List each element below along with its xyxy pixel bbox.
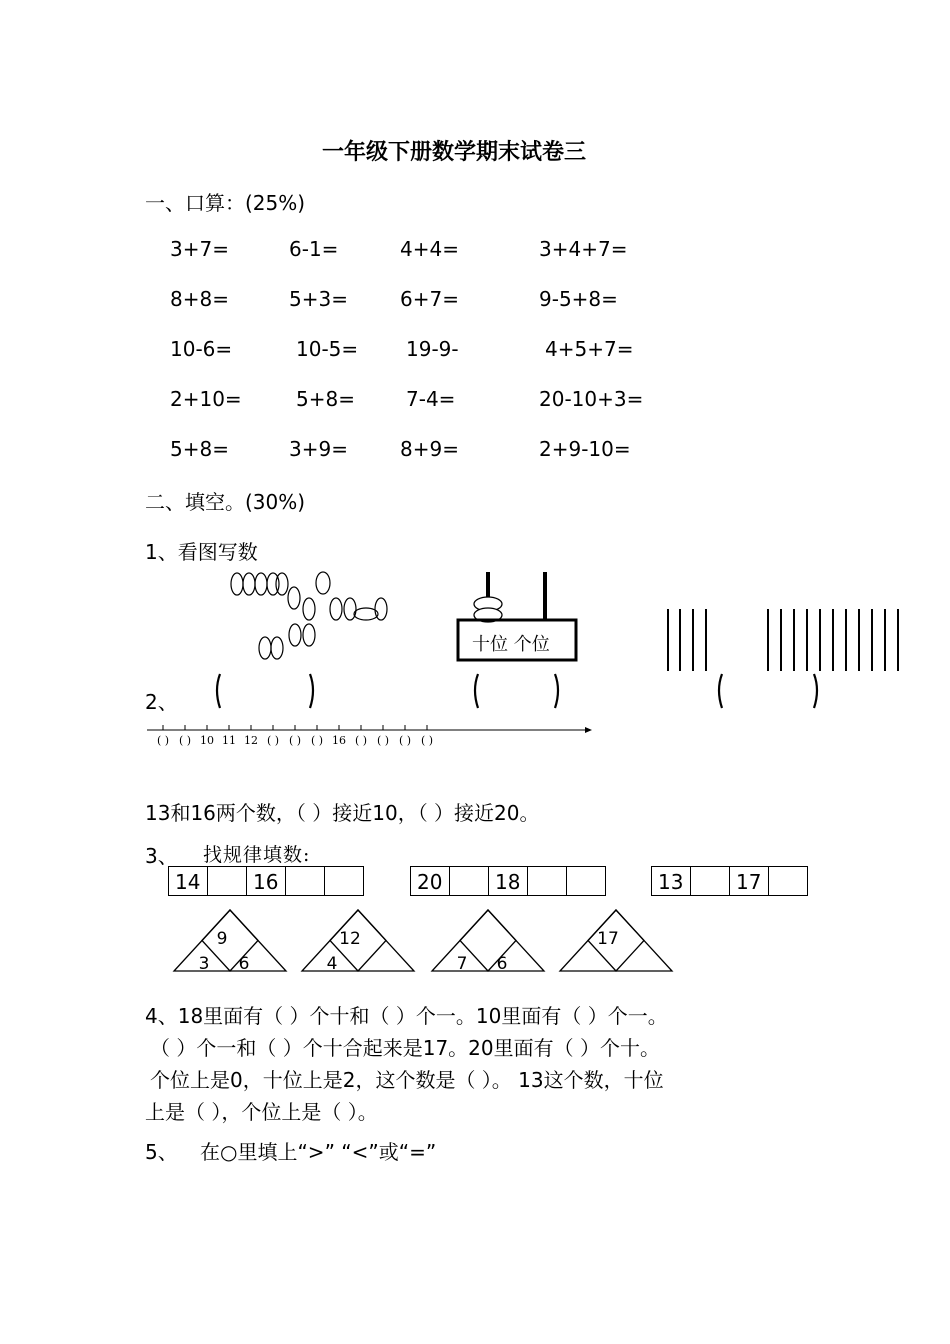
calc-item: 3+7= [170,237,229,261]
calc-item: 3+9= [289,437,348,461]
numberline-label: ( ) [178,734,192,747]
numberline-label: 11 [222,734,236,747]
numberline-label: ( ) [310,734,324,747]
number-triangle [430,908,550,976]
sequence-cell[interactable] [566,866,606,896]
q3-text: 找规律填数: [203,844,311,866]
numberline-label: 16 [332,734,346,747]
sequence-cell: 16 [246,866,286,896]
sequence-row-3 [651,866,808,898]
calc-item: 19-9- [406,337,459,361]
calc-item: 7-4= [406,387,456,411]
calc-item: 8+9= [400,437,459,461]
numberline-label: ( ) [376,734,390,747]
calc-item: 10-6= [170,337,233,361]
triangle-right-number: 6 [238,954,250,974]
sequence-cell[interactable] [768,866,808,896]
numberline-label: ( ) [398,734,412,747]
sequence-cell[interactable] [449,866,489,896]
oval-counters-figure [225,568,395,663]
section1-heading: 一、口算：(25%) [145,191,306,215]
sequence-cell: 18 [488,866,528,896]
sequence-cell[interactable] [207,866,247,896]
triangle-top-number: 9 [216,929,228,949]
closer-question: 13和16两个数，（ ）接近10，（ ）接近20。 [145,801,540,825]
q5-text: 在○里填上“>” “<”或“=” [200,1140,437,1164]
triangle-left-number: 7 [456,954,468,974]
triangle-top-number: 17 [597,929,619,949]
sticks-figure [660,605,910,677]
number-line [145,722,595,752]
triangle-top-number: 12 [339,929,361,949]
sequence-cell[interactable] [527,866,567,896]
sequence-cell: 17 [729,866,769,896]
q3-label: 3、 [145,844,178,868]
numberline-label: 12 [244,734,258,747]
q4-line-4: 上是（ ），个位上是（ ）。 [145,1100,378,1124]
calc-item: 6+7= [400,287,459,311]
calc-item: 4+4= [400,237,459,261]
q1-label: 1、看图写数 [145,540,258,564]
section2-heading: 二、填空。(30%) [145,490,306,514]
sequence-cell: 13 [651,866,691,896]
calc-item: 4+5+7= [545,337,634,361]
calc-item: 5+8= [170,437,229,461]
triangle-left-number: 3 [198,954,210,974]
sequence-cell: 14 [168,866,208,896]
calc-item: 2+9-10= [539,437,631,461]
sequence-cell[interactable] [285,866,325,896]
calc-item: 9-5+8= [539,287,618,311]
number-triangle [172,908,292,976]
calc-item: 3+4+7= [539,237,628,261]
q4-line-3: 个位上是0，十位上是2，这个数是（ ）。 13这个数，十位 [150,1068,664,1092]
q2-label: 2、 [145,690,178,714]
q5-label: 5、 [145,1140,178,1164]
calc-item: 10-5= [296,337,359,361]
page-title: 一年级下册数学期末试卷三 [322,140,587,165]
numberline-label: ( ) [420,734,434,747]
abacus-label: 十位 个位 [472,634,550,655]
calc-item: 6-1= [289,237,339,261]
sequence-cell: 20 [410,866,450,896]
triangle-left-number: 4 [326,954,338,974]
sequence-cell[interactable] [690,866,730,896]
calc-item: 5+8= [296,387,355,411]
q4-line-2: （ ）个一和（ ）个十合起来是17。20里面有（ ）个十。 [150,1036,660,1060]
numberline-label: ( ) [354,734,368,747]
calc-item: 8+8= [170,287,229,311]
triangle-right-number: 6 [496,954,508,974]
calc-item: 2+10= [170,387,242,411]
numberline-label: 10 [200,734,214,747]
numberline-label: ( ) [266,734,280,747]
calc-item: 20-10+3= [539,387,644,411]
q4-line-1: 4、18里面有（ ）个十和（ ）个一。10里面有（ ）个一。 [145,1004,668,1028]
sequence-cell[interactable] [324,866,364,896]
sequence-row-2 [410,866,606,898]
number-triangle [558,908,678,976]
number-triangle [300,908,420,976]
numberline-label: ( ) [288,734,302,747]
sequence-row-1 [168,866,364,898]
answer-brackets [210,670,830,715]
numberline-label: ( ) [156,734,170,747]
calc-item: 5+3= [289,287,348,311]
